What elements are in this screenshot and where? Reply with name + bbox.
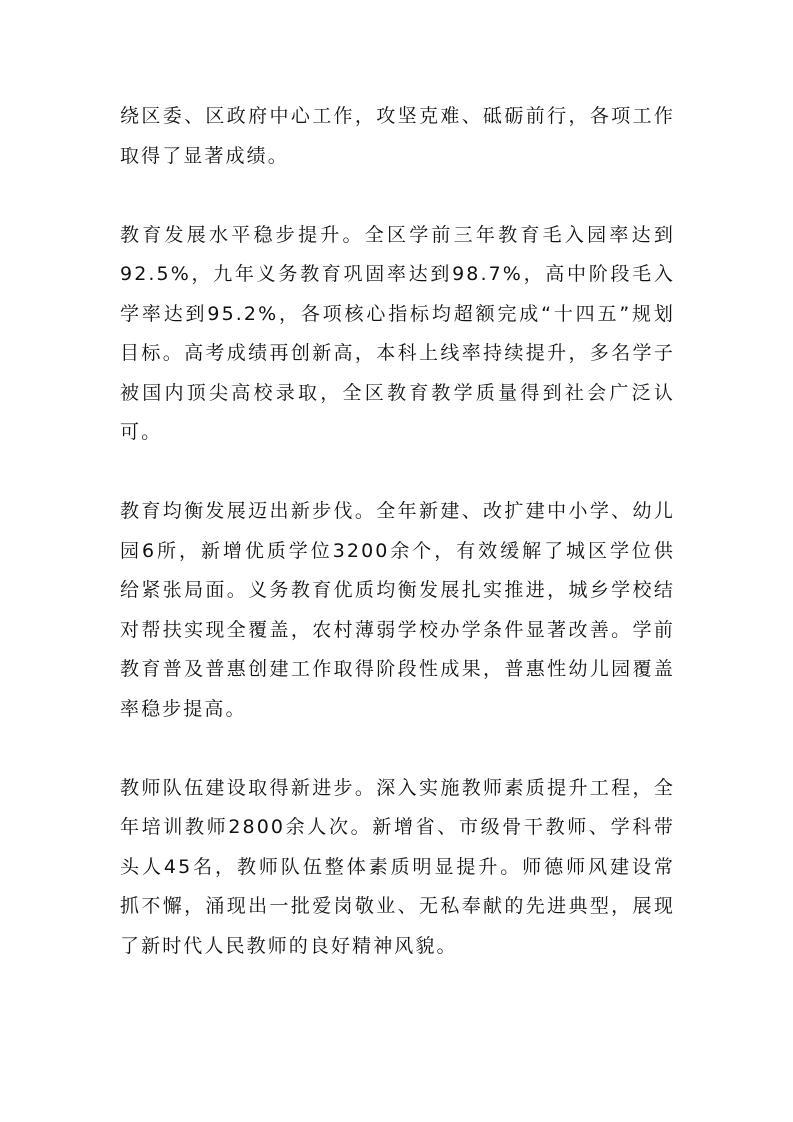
paragraph-education-level: 教育发展水平稳步提升。全区学前三年教育毛入园率达到92.5%，九年义务教育巩固率达到98.7%，高中阶段毛入学率达到95.2%，各项核心指标均超额完成“十四五”规划目标。高考成绩再创新高，本科上线率持续提升，多名学子被国内顶尖高校录取，全区教育教学质量得到社会广泛认可。 (120, 223, 675, 443)
paragraph-achievements-intro: 绕区委、区政府中心工作，攻坚克难、砥砺前行，各项工作取得了显著成绩。 (120, 105, 675, 167)
paragraph-teacher-team: 教师队伍建设取得新进步。深入实施教师素质提升工程，全年培训教师2800余人次。新增省、市级骨干教师、学科带头人45名，教师队伍整体素质明显提升。师德师风建设常抓不懈，涌现出一批爱岗敬业、无私奉献的先进典型，展现了新时代人民教师的良好精神风貌。 (120, 776, 675, 957)
document-body (120, 97, 675, 1006)
paragraph-balanced-development: 教育均衡发展迈出新步伐。全年新建、改扩建中小学、幼儿园6所，新增优质学位3200余个，有效缓解了城区学位供给紧张局面。义务教育优质均衡发展扎实推进，城乡学校结对帮扶实现全覆盖，农村薄弱学校办学条件显著改善。学前教育普及普惠创建工作取得阶段性成果，普惠性幼儿园覆盖率稳步提高。 (120, 500, 675, 720)
